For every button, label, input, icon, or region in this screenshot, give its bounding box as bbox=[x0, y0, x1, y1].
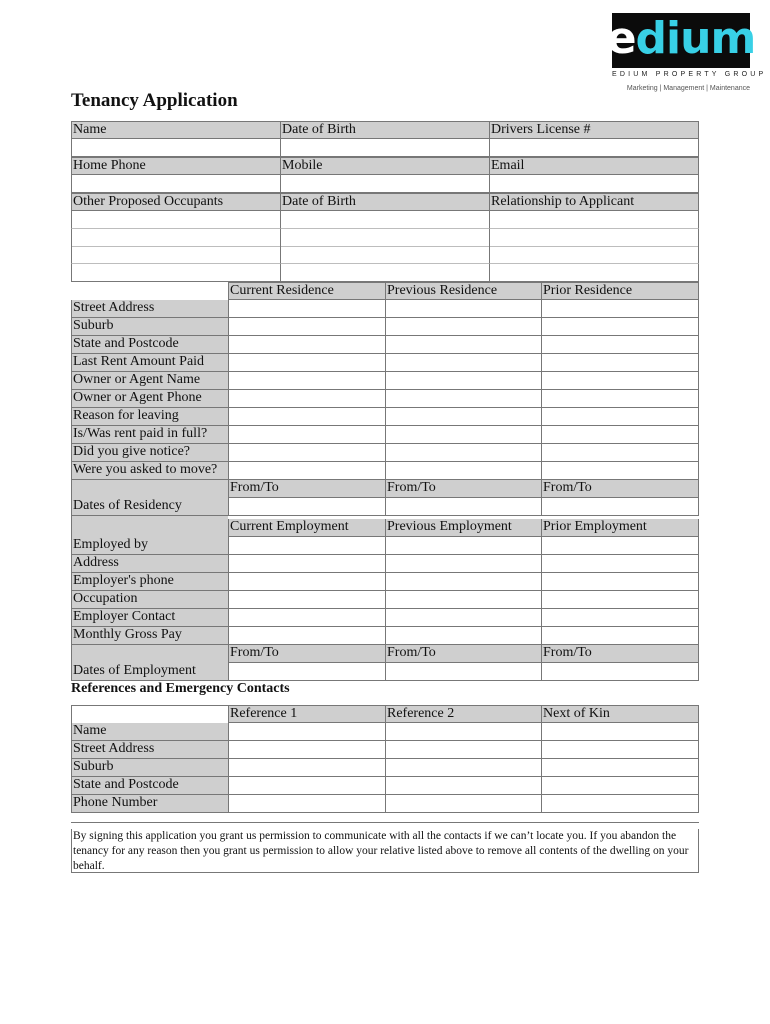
applicant-input[interactable] bbox=[71, 246, 280, 264]
residence-input[interactable] bbox=[228, 408, 385, 426]
applicant-label: Date of Birth bbox=[280, 121, 489, 139]
residence-input[interactable] bbox=[541, 354, 699, 372]
employment-input[interactable] bbox=[228, 609, 385, 627]
references-row-label: State and Postcode bbox=[71, 777, 228, 795]
residence-input[interactable] bbox=[385, 390, 541, 408]
employment-from-to: From/To bbox=[228, 645, 385, 663]
residence-input[interactable] bbox=[385, 408, 541, 426]
employment-input[interactable] bbox=[228, 627, 385, 645]
disclaimer-text: By signing this application you grant us permission to communicate with all the contacts if we can’t locate you. If you abandon the tenancy for any reason then you grant us permission to allow your relative listed above to remove all contents of the dwelling on your behalf. bbox=[71, 829, 699, 873]
residence-from-to: From/To bbox=[228, 480, 385, 498]
applicant-input[interactable] bbox=[71, 264, 280, 282]
residence-input[interactable] bbox=[541, 318, 699, 336]
employment-input[interactable] bbox=[228, 573, 385, 591]
residence-input[interactable] bbox=[385, 444, 541, 462]
residence-input[interactable] bbox=[228, 336, 385, 354]
employment-input[interactable] bbox=[541, 537, 699, 555]
residence-column-header: Current Residence bbox=[228, 282, 385, 300]
applicant-input[interactable] bbox=[489, 211, 699, 229]
employment-dates-input[interactable] bbox=[385, 663, 541, 681]
employment-dates-input[interactable] bbox=[228, 663, 385, 681]
applicant-label: Email bbox=[489, 157, 699, 175]
references-input[interactable] bbox=[228, 741, 385, 759]
residence-row-label: Is/Was rent paid in full? bbox=[71, 426, 228, 444]
residence-dates-spacer bbox=[71, 480, 228, 498]
applicant-label: Home Phone bbox=[71, 157, 280, 175]
residence-input[interactable] bbox=[541, 444, 699, 462]
residence-input[interactable] bbox=[541, 426, 699, 444]
residence-input[interactable] bbox=[228, 390, 385, 408]
applicant-input[interactable] bbox=[280, 139, 489, 157]
references-input[interactable] bbox=[228, 777, 385, 795]
employment-input[interactable] bbox=[228, 537, 385, 555]
residence-row-label: Did you give notice? bbox=[71, 444, 228, 462]
residence-dates-input[interactable] bbox=[228, 498, 385, 516]
employment-column-header: Prior Employment bbox=[541, 519, 699, 537]
residence-input[interactable] bbox=[228, 426, 385, 444]
employment-input[interactable] bbox=[385, 609, 541, 627]
residence-input[interactable] bbox=[228, 444, 385, 462]
references-column-header: Reference 2 bbox=[385, 705, 541, 723]
employment-column-header: Previous Employment bbox=[385, 519, 541, 537]
references-input[interactable] bbox=[541, 795, 699, 813]
references-input[interactable] bbox=[385, 741, 541, 759]
residence-row-label: State and Postcode bbox=[71, 336, 228, 354]
applicant-input[interactable] bbox=[489, 139, 699, 157]
employment-dates-input[interactable] bbox=[541, 663, 699, 681]
references-input[interactable] bbox=[228, 759, 385, 777]
references-heading: References and Emergency Contacts bbox=[71, 681, 290, 696]
logo-mark bbox=[606, 12, 756, 68]
employment-input[interactable] bbox=[385, 555, 541, 573]
applicant-input[interactable] bbox=[71, 211, 280, 229]
residence-row-label: Suburb bbox=[71, 318, 228, 336]
residence-row-label: Owner or Agent Phone bbox=[71, 390, 228, 408]
applicant-input[interactable] bbox=[489, 246, 699, 264]
references-row-label: Phone Number bbox=[71, 795, 228, 813]
applicant-input[interactable] bbox=[71, 229, 280, 247]
employment-row-label: Employer's phone bbox=[71, 573, 228, 591]
applicant-label: Drivers License # bbox=[489, 121, 699, 139]
applicant-label: Other Proposed Occupants bbox=[71, 193, 280, 211]
applicant-input[interactable] bbox=[489, 264, 699, 282]
residence-input[interactable] bbox=[228, 462, 385, 480]
residence-dates-input[interactable] bbox=[385, 498, 541, 516]
employment-dates-label: Dates of Employment bbox=[71, 663, 228, 681]
residence-input[interactable] bbox=[541, 390, 699, 408]
references-input[interactable] bbox=[385, 759, 541, 777]
employment-header-blank bbox=[71, 516, 228, 537]
page-title: Tenancy Application bbox=[71, 90, 238, 111]
references-row-label: Suburb bbox=[71, 759, 228, 777]
residence-input[interactable] bbox=[541, 372, 699, 390]
residence-input[interactable] bbox=[228, 354, 385, 372]
references-input[interactable] bbox=[228, 723, 385, 741]
references-row-label: Street Address bbox=[71, 741, 228, 759]
residence-input[interactable] bbox=[385, 462, 541, 480]
employment-input[interactable] bbox=[541, 573, 699, 591]
applicant-input[interactable] bbox=[280, 264, 489, 282]
residence-input[interactable] bbox=[385, 372, 541, 390]
employment-row-label: Monthly Gross Pay bbox=[71, 627, 228, 645]
references-input[interactable] bbox=[385, 795, 541, 813]
references-input[interactable] bbox=[541, 741, 699, 759]
grid-header-blank bbox=[71, 282, 228, 300]
employment-input[interactable] bbox=[385, 591, 541, 609]
residence-dates-label: Dates of Residency bbox=[71, 498, 228, 516]
residence-input[interactable] bbox=[541, 300, 699, 318]
logo-tagline: Marketing | Management | Maintenance bbox=[626, 85, 750, 92]
logo-group-name: EDIUM PROPERTY GROUP bbox=[612, 71, 767, 78]
residence-input[interactable] bbox=[541, 408, 699, 426]
references-input[interactable] bbox=[541, 759, 699, 777]
residence-from-to: From/To bbox=[541, 480, 699, 498]
residence-row-label: Were you asked to move? bbox=[71, 462, 228, 480]
employment-dates-spacer bbox=[71, 645, 228, 663]
references-column-header: Next of Kin bbox=[541, 705, 699, 723]
references-column-header: Reference 1 bbox=[228, 705, 385, 723]
references-input[interactable] bbox=[541, 777, 699, 795]
residence-input[interactable] bbox=[541, 336, 699, 354]
employment-input[interactable] bbox=[541, 627, 699, 645]
residence-column-header: Prior Residence bbox=[541, 282, 699, 300]
references-input[interactable] bbox=[228, 795, 385, 813]
employment-from-to: From/To bbox=[541, 645, 699, 663]
applicant-input[interactable] bbox=[71, 139, 280, 157]
applicant-input[interactable] bbox=[489, 229, 699, 247]
employment-from-to: From/To bbox=[385, 645, 541, 663]
residence-input[interactable] bbox=[228, 300, 385, 318]
residence-column-header: Previous Residence bbox=[385, 282, 541, 300]
employment-row-label: Address bbox=[71, 555, 228, 573]
residence-input[interactable] bbox=[385, 336, 541, 354]
applicant-label: Name bbox=[71, 121, 280, 139]
applicant-input[interactable] bbox=[280, 211, 489, 229]
residence-input[interactable] bbox=[228, 372, 385, 390]
residence-row-label: Owner or Agent Name bbox=[71, 372, 228, 390]
references-input[interactable] bbox=[385, 777, 541, 795]
residence-row-label: Reason for leaving bbox=[71, 408, 228, 426]
employment-row-label: Employer Contact bbox=[71, 609, 228, 627]
applicant-input[interactable] bbox=[280, 229, 489, 247]
applicant-label: Mobile bbox=[280, 157, 489, 175]
employment-row-label: Employed by bbox=[71, 537, 228, 555]
residence-input[interactable] bbox=[385, 318, 541, 336]
disclaimer-divider bbox=[71, 822, 699, 823]
residence-input[interactable] bbox=[541, 462, 699, 480]
applicant-label: Date of Birth bbox=[280, 193, 489, 211]
applicant-label: Relationship to Applicant bbox=[489, 193, 699, 211]
employment-row-label: Occupation bbox=[71, 591, 228, 609]
employment-column-header: Current Employment bbox=[228, 519, 385, 537]
residence-row-label: Last Rent Amount Paid bbox=[71, 354, 228, 372]
applicant-input[interactable] bbox=[71, 175, 280, 193]
references-input[interactable] bbox=[541, 723, 699, 741]
residence-row-label: Street Address bbox=[71, 300, 228, 318]
employment-input[interactable] bbox=[228, 591, 385, 609]
applicant-input[interactable] bbox=[280, 175, 489, 193]
employment-input[interactable] bbox=[385, 627, 541, 645]
employment-input[interactable] bbox=[385, 573, 541, 591]
employment-input[interactable] bbox=[228, 555, 385, 573]
residence-input[interactable] bbox=[385, 426, 541, 444]
employment-input[interactable] bbox=[385, 537, 541, 555]
residence-input[interactable] bbox=[385, 300, 541, 318]
company-logo bbox=[606, 12, 767, 92]
residence-dates-input[interactable] bbox=[541, 498, 699, 516]
residence-from-to: From/To bbox=[385, 480, 541, 498]
residence-input[interactable] bbox=[385, 354, 541, 372]
employment-input[interactable] bbox=[541, 591, 699, 609]
employment-input[interactable] bbox=[541, 609, 699, 627]
logo-wordmark: edium bbox=[606, 12, 756, 64]
employment-input[interactable] bbox=[541, 555, 699, 573]
residence-input[interactable] bbox=[228, 318, 385, 336]
applicant-input[interactable] bbox=[280, 246, 489, 264]
applicant-input[interactable] bbox=[489, 175, 699, 193]
references-input[interactable] bbox=[385, 723, 541, 741]
references-header-blank bbox=[71, 705, 228, 723]
references-row-label: Name bbox=[71, 723, 228, 741]
